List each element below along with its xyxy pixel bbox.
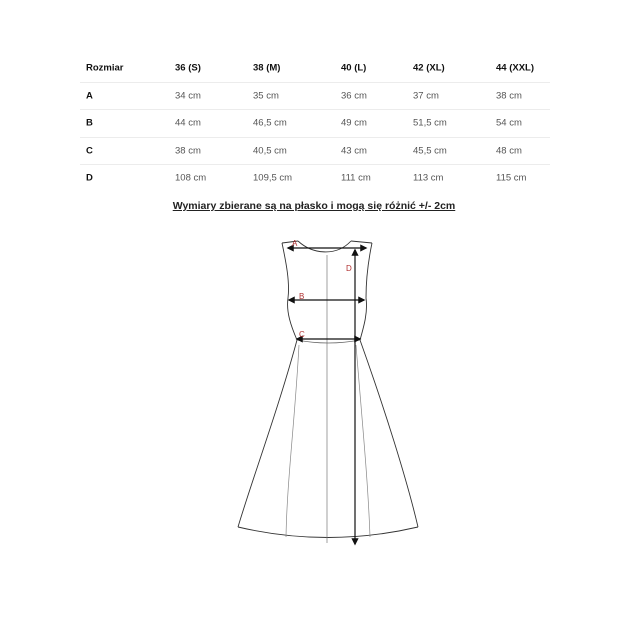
header-40: 40 (L) <box>341 62 367 74</box>
table-cell: 51,5 cm <box>413 117 447 129</box>
label-c: C <box>299 330 305 339</box>
table-cell: 36 cm <box>341 90 367 102</box>
dress-outline <box>238 241 418 543</box>
table-cell: 108 cm <box>175 172 207 184</box>
table-cell: 48 cm <box>496 145 522 157</box>
row-label: D <box>86 172 93 184</box>
header-44: 44 (XXL) <box>496 62 535 74</box>
table-cell: 45,5 cm <box>413 145 447 157</box>
header-38: 38 (M) <box>253 62 281 74</box>
row-label: B <box>86 117 93 129</box>
table-cell: 43 cm <box>341 145 367 157</box>
table-cell: 38 cm <box>496 90 522 102</box>
label-b: B <box>299 292 305 301</box>
table-cell: 34 cm <box>175 90 201 102</box>
header-42: 42 (XL) <box>413 62 445 74</box>
table-cell: 40,5 cm <box>253 145 287 157</box>
row-label: C <box>86 145 93 157</box>
table-cell: 49 cm <box>341 117 367 129</box>
table-cell: 46,5 cm <box>253 117 287 129</box>
table-cell: 115 cm <box>496 172 527 184</box>
label-d: D <box>346 264 352 273</box>
header-size: Rozmiar <box>86 62 124 74</box>
table-cell: 109,5 cm <box>253 172 293 184</box>
table-cell: 37 cm <box>413 90 439 102</box>
table-cell: 54 cm <box>496 117 522 129</box>
label-a: A <box>292 239 298 248</box>
table-cell: 113 cm <box>413 172 444 184</box>
table-cell: 111 cm <box>341 172 371 184</box>
table-cell: 44 cm <box>175 117 201 129</box>
table-cell: 35 cm <box>253 90 279 102</box>
table-cell: 38 cm <box>175 145 201 157</box>
measurement-note: Wymiary zbierane są na płasko i mogą się różnić +/- 2cm <box>172 200 456 212</box>
row-label: A <box>86 90 93 102</box>
header-36: 36 (S) <box>175 62 201 74</box>
